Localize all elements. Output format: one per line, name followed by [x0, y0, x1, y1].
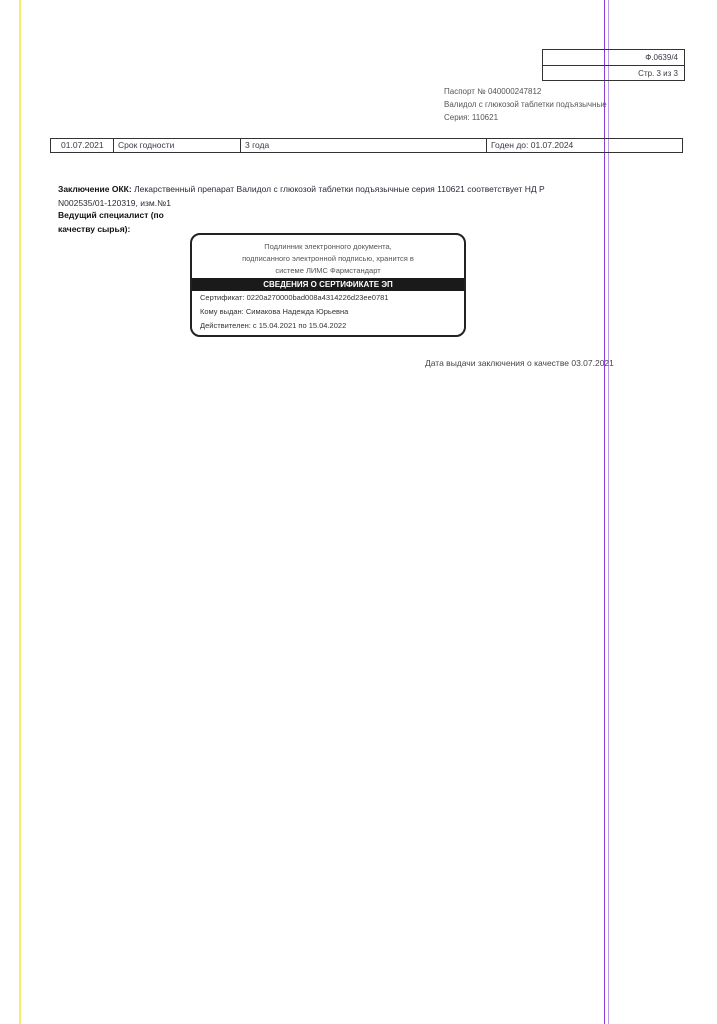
stamp-header: СВЕДЕНИЯ О СЕРТИФИКАТЕ ЭП: [192, 278, 464, 291]
issue-date: Дата выдачи заключения о качестве 03.07.2021: [425, 358, 614, 368]
certificate-number: Сертификат: 0220a270000bad008a4314226d23ee0781: [200, 293, 389, 302]
stamp-intro-line: системе ЛИМС Фармстандарт: [275, 266, 381, 275]
scan-artifact-yellow-line: [19, 0, 21, 1024]
product-name: Валидол с глюкозой таблетки подъязычные: [444, 100, 607, 109]
manufacture-date: 01.07.2021: [61, 140, 104, 150]
conclusion-text: Лекарственный препарат Валидол с глюкозой таблетки подъязычные серия 110621 соответствует НД Р N002535/01-120319, изм.№1: [58, 184, 545, 208]
form-code-box: [542, 49, 685, 81]
stamp-intro-line: подписанного электронной подписью, хранится в: [242, 254, 414, 263]
page-number: Стр. 3 из 3: [543, 65, 684, 81]
certificate-owner: Кому выдан: Симакова Надежда Юрьевна: [200, 307, 349, 316]
passport-block: [444, 85, 607, 124]
shelf-life-value: 3 года: [240, 139, 486, 152]
shelf-life-label: Срок годности: [113, 139, 240, 152]
passport-number: Паспорт № 040000247812: [444, 87, 542, 96]
scan-artifact-purple-line-2: [608, 0, 609, 1024]
electronic-signature-stamp: [190, 233, 466, 337]
certificate-validity: Действителен: с 15.04.2021 по 15.04.2022: [200, 321, 347, 330]
conclusion-title: Заключение ОКК:: [58, 184, 132, 194]
scan-artifact-purple-line: [604, 0, 605, 1024]
shelf-life-row: [50, 138, 683, 153]
qc-conclusion: [58, 182, 578, 210]
valid-until: Годен до: 01.07.2024: [486, 139, 682, 152]
series-number: Серия: 110621: [444, 113, 499, 122]
form-code: Ф.0639/4: [645, 53, 678, 62]
stamp-intro: [192, 235, 464, 277]
lead-specialist-label: Ведущий специалист (по качеству сырья):: [58, 210, 164, 234]
stamp-intro-line: Подлинник электронного документа,: [264, 242, 392, 251]
